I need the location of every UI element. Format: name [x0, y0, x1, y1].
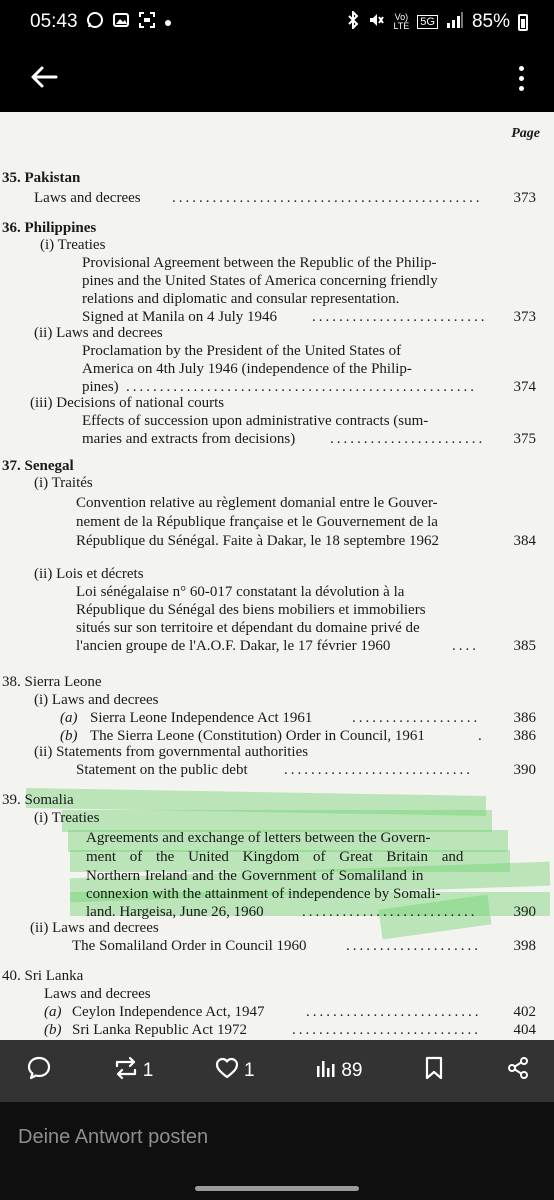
entry-line: Laws and decrees	[44, 986, 151, 1002]
top-bar	[0, 44, 554, 112]
leader-dots: .	[478, 728, 485, 744]
page-number: 385	[513, 638, 536, 654]
entry-title: 40. Sri Lanka	[2, 968, 84, 984]
entry-line: Laws and decrees	[34, 190, 141, 206]
views-button[interactable]	[315, 1057, 362, 1085]
screen-icon	[138, 11, 156, 33]
leader-dots: ....................	[346, 938, 481, 954]
page-number: 404	[513, 1022, 536, 1038]
like-count: 1	[244, 1060, 255, 1081]
leader-dots: ..........................	[312, 309, 488, 325]
page-number: 375	[513, 431, 536, 447]
page-number: 384	[513, 533, 536, 549]
entry-line: connexion with the attainment of independence by Somali-	[86, 886, 441, 902]
entry-line: (iii) Decisions of national courts	[30, 395, 225, 411]
entry-line: The Sierra Leone (Constitution) Order in Council, 1961	[90, 728, 425, 744]
bluetooth-icon	[347, 11, 359, 33]
bookmark-button[interactable]	[423, 1056, 445, 1086]
highlight-mark	[62, 810, 492, 832]
status-left	[30, 11, 172, 33]
5g-icon: 5G	[417, 15, 438, 29]
leader-dots: ..........................	[306, 1004, 482, 1020]
comment-icon	[26, 1055, 52, 1087]
home-indicator[interactable]	[195, 1186, 359, 1191]
entry-line: land. Hargeisa, June 26, 1960	[86, 904, 264, 920]
entry-line: Effects of succession upon administrative contracts (sum-	[82, 413, 429, 429]
bookmark-icon	[423, 1056, 445, 1086]
entry-line: Loi sénégalaise n° 60-017 constatant la dévolution à la	[76, 584, 405, 600]
entry-line: République du Sénégal des biens mobiliers et immobiliers	[76, 602, 426, 618]
heart-icon	[214, 1056, 240, 1086]
leader-dots: ............................	[284, 762, 473, 778]
entry-line: République du Sénégal. Faite à Dakar, le 18 septembre 1962	[76, 533, 440, 549]
entry-title: 37. Senegal	[2, 458, 74, 474]
entry-title: 39. Somalia	[2, 792, 74, 808]
page-number: 386	[513, 710, 536, 726]
leader-dots: .......................	[330, 431, 486, 447]
entry-label: (b)	[44, 1022, 62, 1038]
reply-input[interactable]: Deine Antwort posten	[18, 1126, 209, 1148]
status-time: 05:43	[30, 11, 78, 32]
page-column-header: Page	[511, 126, 540, 141]
page-number: 373	[513, 309, 536, 325]
battery-percent: 85%	[471, 11, 510, 32]
mute-icon	[367, 11, 385, 33]
leader-dots: ..........................	[302, 904, 478, 920]
leader-dots: ....	[452, 638, 479, 654]
entry-line: Statement on the public debt	[76, 762, 248, 778]
entry-line: Signed at Manila on 4 July 1946	[82, 309, 277, 325]
entry-line: (i) Traités	[34, 475, 93, 491]
entry-line: (ii) Lois et décrets	[34, 566, 144, 582]
entry-line: (ii) Statements from governmental authorities	[34, 744, 309, 760]
page-number: 390	[513, 904, 536, 920]
repost-button[interactable]	[113, 1056, 154, 1086]
page-number: 398	[513, 938, 536, 954]
status-right	[347, 11, 528, 33]
share-button[interactable]	[506, 1056, 530, 1086]
entry-line: pines)	[82, 379, 119, 395]
entry-line: Agreements and exchange of letters between the Govern-	[86, 830, 431, 846]
leader-dots: ...................	[352, 710, 481, 726]
status-bar	[0, 0, 554, 44]
more-vertical-icon[interactable]	[519, 66, 524, 91]
entry-line: (i) Treaties	[34, 810, 100, 826]
signal-icon	[446, 12, 464, 32]
reply-button[interactable]	[26, 1055, 52, 1087]
dot-icon	[164, 14, 172, 31]
entry-line: pines and the United States of America concerning friendly	[82, 273, 438, 289]
entry-line: America on 4th July 1946 (independence of the Philip-	[82, 361, 412, 377]
page-number: 374	[513, 379, 536, 395]
arrow-left-icon[interactable]	[30, 61, 58, 95]
entry-line: (ii) Laws and decrees	[34, 325, 163, 341]
entry-line: nement de la République française et le Gouvernement de la	[76, 514, 438, 530]
entry-line: Provisional Agreement between the Republic of the Philip-	[82, 255, 437, 271]
page-number: 373	[513, 190, 536, 206]
post-action-bar	[0, 1040, 554, 1102]
entry-line: relations and diplomatic and consular representation.	[82, 291, 400, 307]
entry-line: (i) Treaties	[40, 237, 106, 253]
entry-label: (b)	[60, 728, 78, 744]
leader-dots: ............................	[292, 1022, 481, 1038]
entry-line: Sri Lanka Republic Act 1972	[72, 1022, 247, 1038]
views-icon	[315, 1057, 337, 1085]
repost-count: 1	[142, 1060, 154, 1081]
repost-icon	[113, 1056, 139, 1086]
entry-line: Ceylon Independence Act, 1947	[72, 1004, 265, 1020]
entry-line: ment of the United Kingdom of Great Britain and	[86, 849, 464, 865]
entry-line: Convention relative au règlement domanial entre le Gouver-	[76, 495, 438, 511]
share-icon	[506, 1056, 530, 1086]
entry-label: (a)	[44, 1004, 62, 1020]
whatsapp-icon	[86, 11, 104, 33]
entry-label: (a)	[60, 710, 78, 726]
entry-line: (ii) Laws and decrees	[30, 920, 159, 936]
page-number: 386	[513, 728, 536, 744]
leader-dots: ..............................................	[172, 190, 483, 206]
entry-line: Northern Ireland and the Government of Somaliland in	[86, 868, 424, 884]
entry-title: 38. Sierra Leone	[2, 674, 102, 690]
entry-line: l'ancien groupe de l'A.O.F. Dakar, le 17 février 1960	[76, 638, 391, 654]
like-button[interactable]	[214, 1056, 255, 1086]
entry-line: maries and extracts from decisions)	[82, 431, 296, 447]
page-number: 390	[513, 762, 536, 778]
gallery-icon	[112, 11, 130, 33]
entry-title: 35. Pakistan	[2, 170, 81, 186]
entry-line: Sierra Leone Independence Act 1961	[90, 710, 313, 726]
page-number: 402	[513, 1004, 536, 1020]
battery-icon	[518, 14, 528, 31]
leader-dots: ....................................................	[126, 379, 477, 395]
document-image	[0, 112, 554, 1040]
entry-title: 36. Philippines	[2, 220, 97, 236]
entry-line: situés sur son territoire et dépendant du domaine privé de	[76, 620, 420, 636]
entry-line: Proclamation by the President of the United States of	[82, 343, 402, 359]
views-count: 89	[341, 1060, 363, 1081]
entry-line: The Somaliland Order in Council 1960	[72, 938, 307, 954]
volte-icon: Vo) LTE	[393, 12, 410, 31]
entry-line: (i) Laws and decrees	[34, 692, 159, 708]
